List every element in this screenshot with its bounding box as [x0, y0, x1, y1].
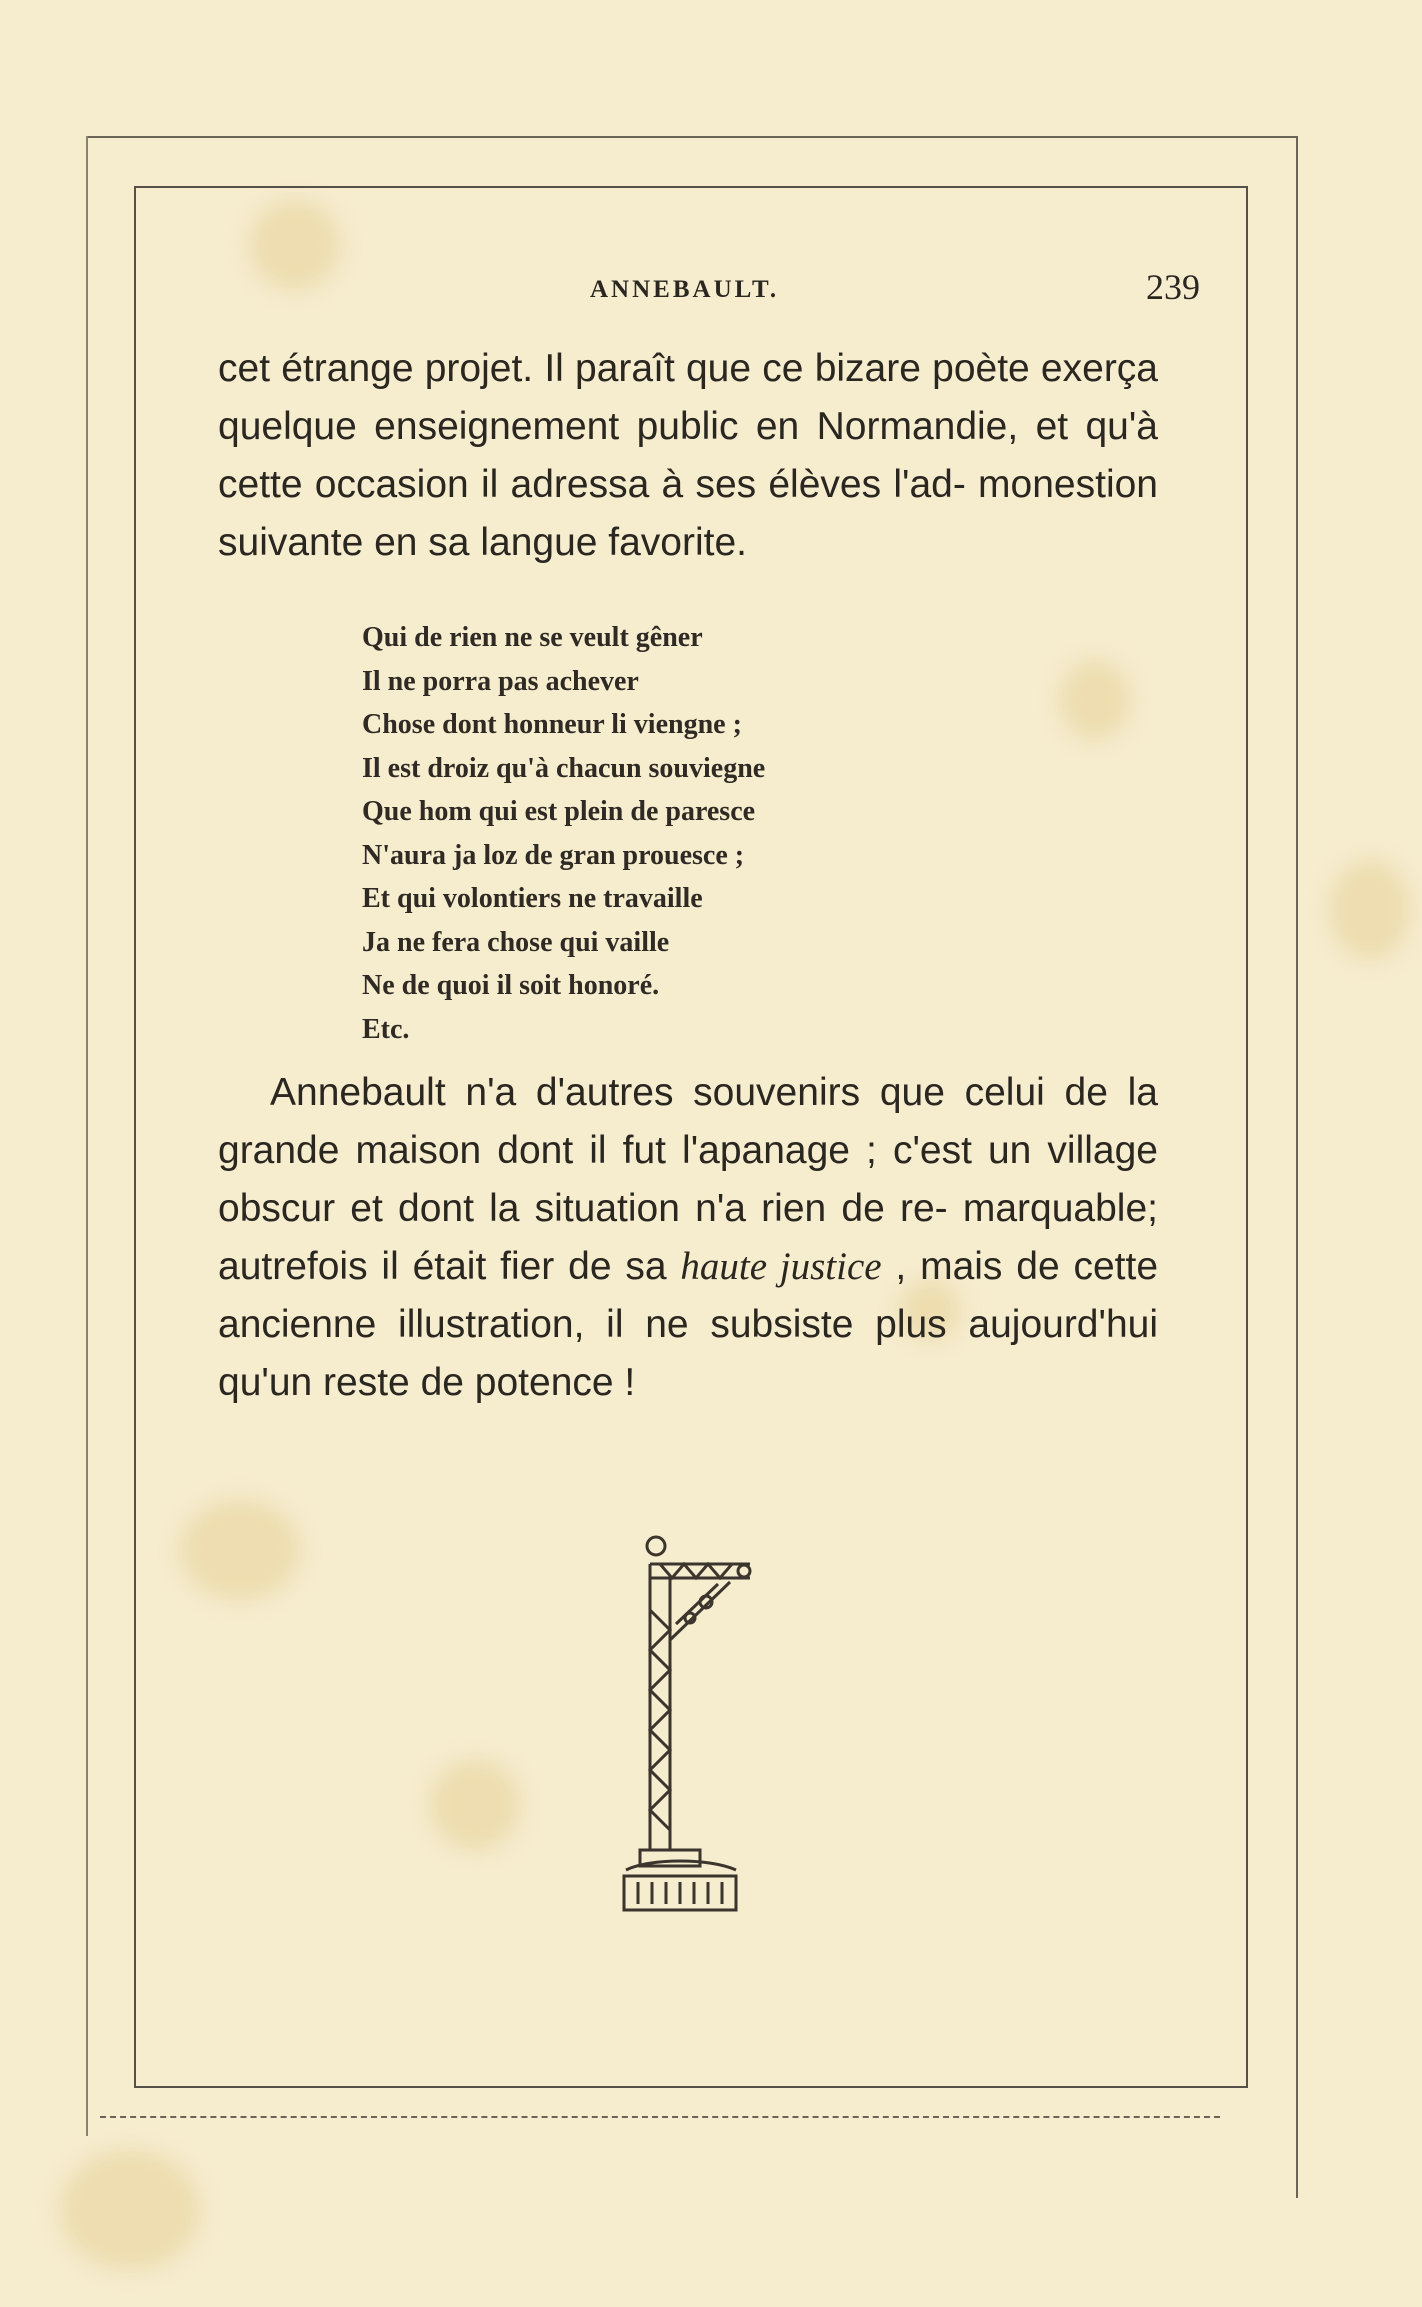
paragraph-2-end: , mais de cette ancienne illustration, il ne subsiste plus aujourd'hui qu'un reste de potence !	[218, 1245, 1159, 1404]
paragraph-2-emphasis: haute justice	[680, 1245, 882, 1288]
verse-line: Et qui volontiers ne travaille	[362, 883, 703, 914]
page-number: 239	[1146, 267, 1200, 307]
verse-line: N'aura ja loz de gran prouesce ;	[362, 839, 745, 871]
left-page-rule	[86, 136, 88, 2136]
bottom-page-rule	[100, 2116, 1220, 2118]
paragraph-2	[218, 1064, 1158, 1412]
paragraph-1-text: cet étrange projet. Il paraît que ce bizare poète exerça quelque enseignement public en Normandie, et qu'à cette occasion il adressa à ses élèves l'ad- monestion suivante en sa langue favorite.	[218, 347, 1158, 564]
verse-line: Il est droiz qu'à chacun souviegne	[362, 752, 766, 784]
verse-line: Ne de quoi il soit honoré.	[362, 970, 660, 1001]
verse-line: Chose dont honneur li viengne ;	[362, 709, 742, 740]
paragraph-1	[218, 340, 1158, 572]
gallows-ornament-icon	[620, 1520, 760, 1920]
verse-line: Qui de rien ne se veult gêner	[362, 622, 703, 653]
verse-line: Que hom qui est plein de paresce	[362, 796, 756, 827]
verse-line: Il ne porra pas achever	[362, 665, 639, 697]
verse-line: Etc.	[362, 1013, 410, 1045]
paragraph-2-start: Annebault n'a d'autres souvenirs que celui de la grande maison dont il fut l'apanage ; c'est un village obscur et dont la situation n'a rien de re- marquable; autrefois il était fier de sa	[218, 1071, 1158, 1288]
running-head: ANNEBAULT.	[590, 276, 780, 303]
paragraph-2-text	[218, 1064, 1158, 1412]
verse-line: Ja ne fera chose qui vaille	[362, 926, 670, 958]
verse-quotation	[362, 616, 765, 1051]
